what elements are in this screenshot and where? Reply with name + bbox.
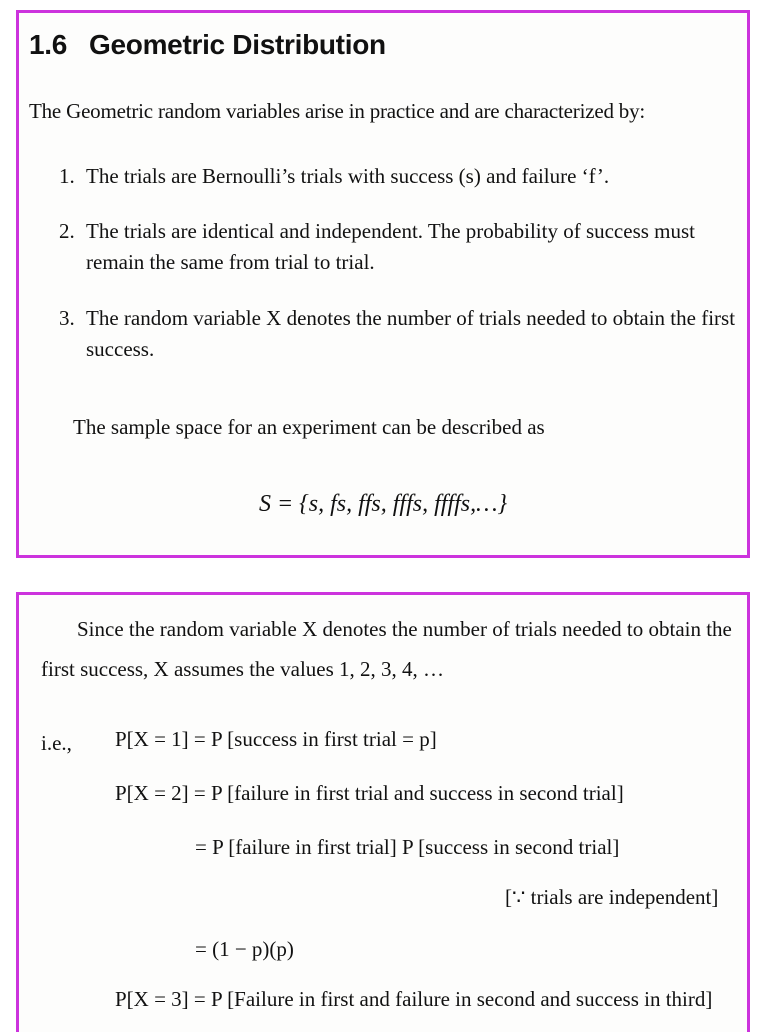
paragraph-line: Since the random variable X denotes the number of trials needed to obtain the [77, 617, 732, 641]
text-panel-bottom [16, 592, 750, 1032]
equation-x2: P[X = 2] = P [failure in first trial and success in second trial] [115, 781, 624, 805]
section-number: 1.6 [29, 29, 68, 60]
list-item [59, 161, 743, 192]
equation-x1: P[X = 1] = P [success in first trial = p] [115, 727, 437, 751]
intro-paragraph: The Geometric random variables arise in practice and are characterized by: [29, 99, 646, 123]
sample-space-formula: S = {s, fs, ffs, fffs, ffffs,…} [258, 491, 508, 517]
section-heading [29, 29, 386, 61]
list-text: The trials are identical and independent. The probability of success must remain the same from trial to trial. [86, 219, 696, 274]
list-number: 3. [59, 306, 75, 330]
paragraph-line: first success, X assumes the values 1, 2, 3, 4, … [41, 657, 445, 681]
independence-note: [∵ trials are independent] [505, 885, 719, 909]
section-title: Geometric Distribution [89, 29, 386, 60]
equation-x2-expanded: = P [failure in first trial] P [success in second trial] [195, 835, 620, 859]
ie-label: i.e., [41, 731, 72, 755]
list-number: 2. [59, 219, 75, 243]
equation-x2-result: = (1 − p)(p) [195, 937, 294, 961]
list-number: 1. [59, 164, 75, 188]
sample-space-text: The sample space for an experiment can be described as [73, 415, 545, 439]
list-item [59, 216, 743, 278]
list-text: The trials are Bernoulli’s trials with success (s) and failure ‘f’. [86, 164, 610, 188]
list-text: The random variable X denotes the number of trials needed to obtain the first success. [86, 306, 736, 361]
text-panel-top [16, 10, 750, 558]
equation-x3: P[X = 3] = P [Failure in first and failure in second and success in third] [115, 987, 713, 1011]
list-item [59, 303, 743, 365]
